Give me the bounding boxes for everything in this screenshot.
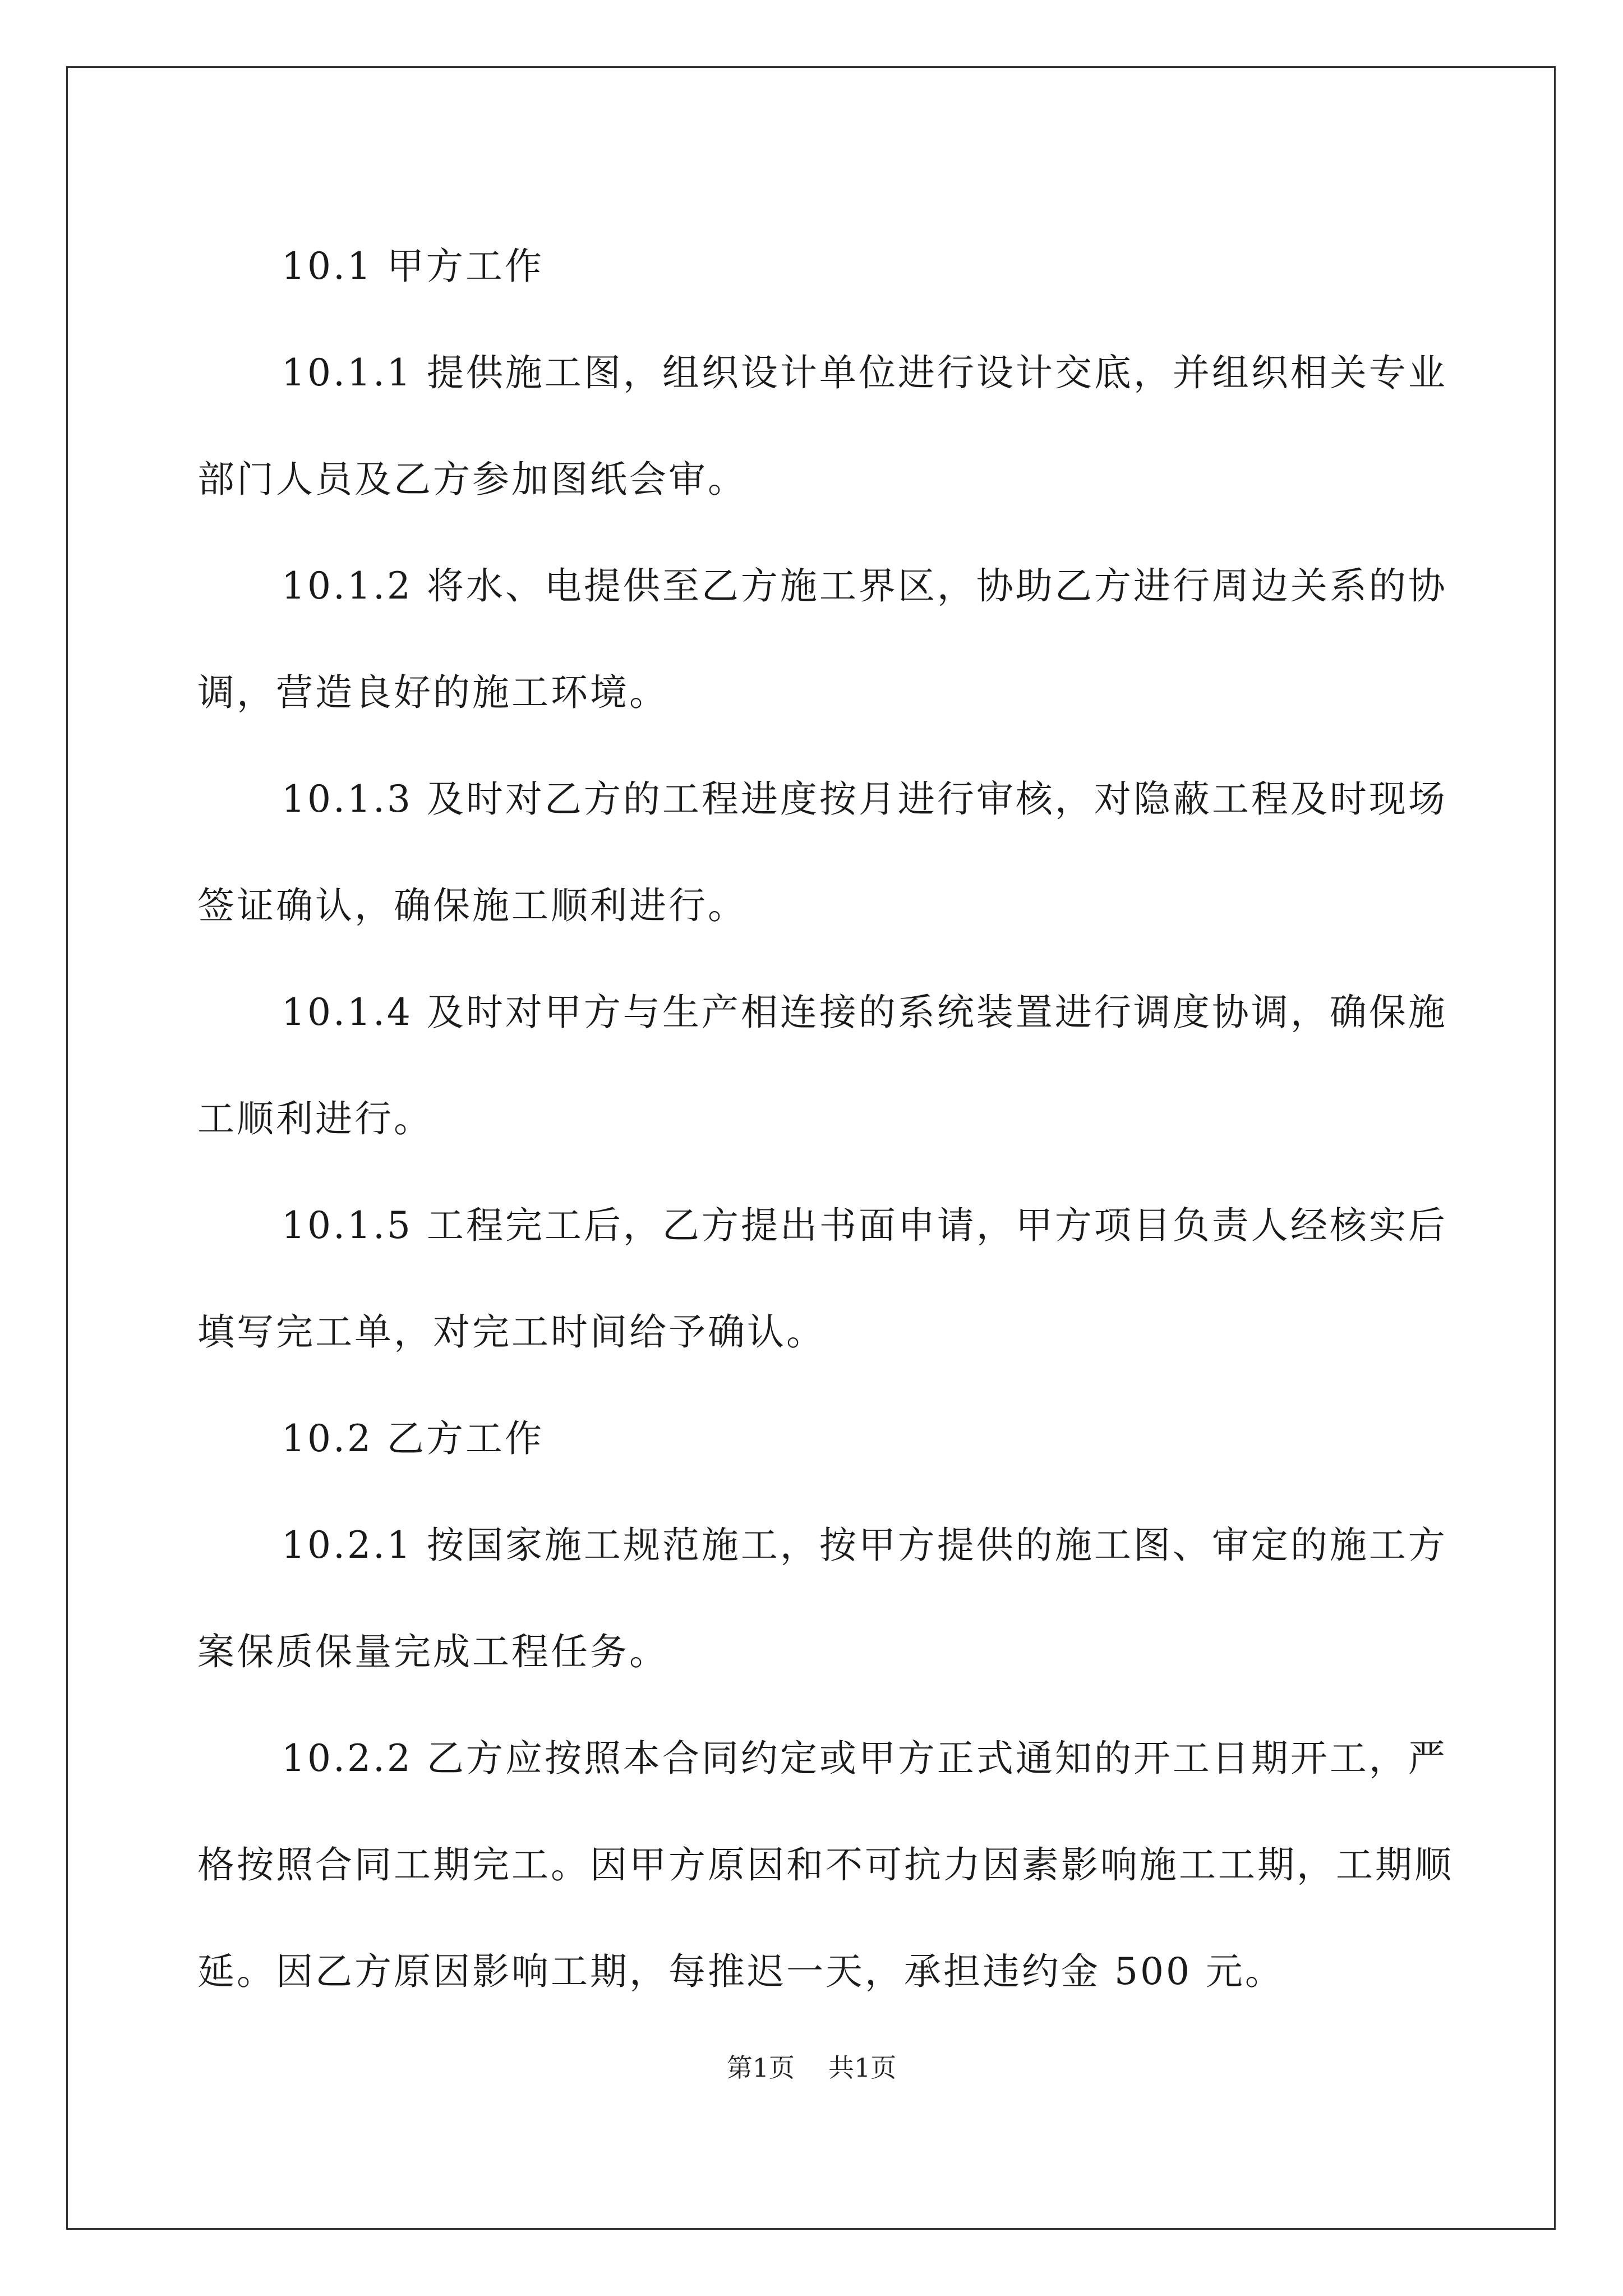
paragraph-10-1-1: 10.1.1 提供施工图，组织设计单位进行设计交底，并组织相关专业部门人员及乙方参加图纸会审。 <box>197 351 1447 501</box>
page-total: 共1页 <box>828 2053 897 2083</box>
page-footer <box>0 2047 1623 2085</box>
paragraph-10-1-2: 10.1.2 将水、电提供至乙方施工界区，协助乙方进行周边关系的协调，营造良好的施工环境。 <box>197 564 1447 714</box>
section-heading-10-1: 10.1 甲方工作 <box>282 245 544 288</box>
document-body <box>197 213 1454 2025</box>
paragraph-10-1-3: 10.1.3 及时对乙方的工程进度按月进行审核，对隐蔽工程及时现场签证确认，确保施工顺利进行。 <box>197 777 1447 927</box>
paragraph-10-1-5: 10.1.5 工程完工后，乙方提出书面申请，甲方项目负责人经核实后填写完工单，对完工时间给予确认。 <box>197 1204 1447 1354</box>
paragraph-10-2-1: 10.2.1 按国家施工规范施工，按甲方提供的施工图、审定的施工方案保质保量完成工程任务。 <box>197 1524 1447 1673</box>
paragraph-10-2-2: 10.2.2 乙方应按照本合同约定或甲方正式通知的开工日期开工，严格按照合同工期完工。因甲方原因和不可抗力因素影响施工工期，工期顺延。因乙方原因影响工期，每推迟一天，承担违约金 500 元。 <box>197 1737 1454 1993</box>
page-number: 第1页 <box>726 2053 795 2083</box>
section-heading-10-2: 10.2 乙方工作 <box>282 1417 544 1460</box>
paragraph-10-1-4: 10.1.4 及时对甲方与生产相连接的系统装置进行调度协调，确保施工顺利进行。 <box>197 991 1447 1140</box>
